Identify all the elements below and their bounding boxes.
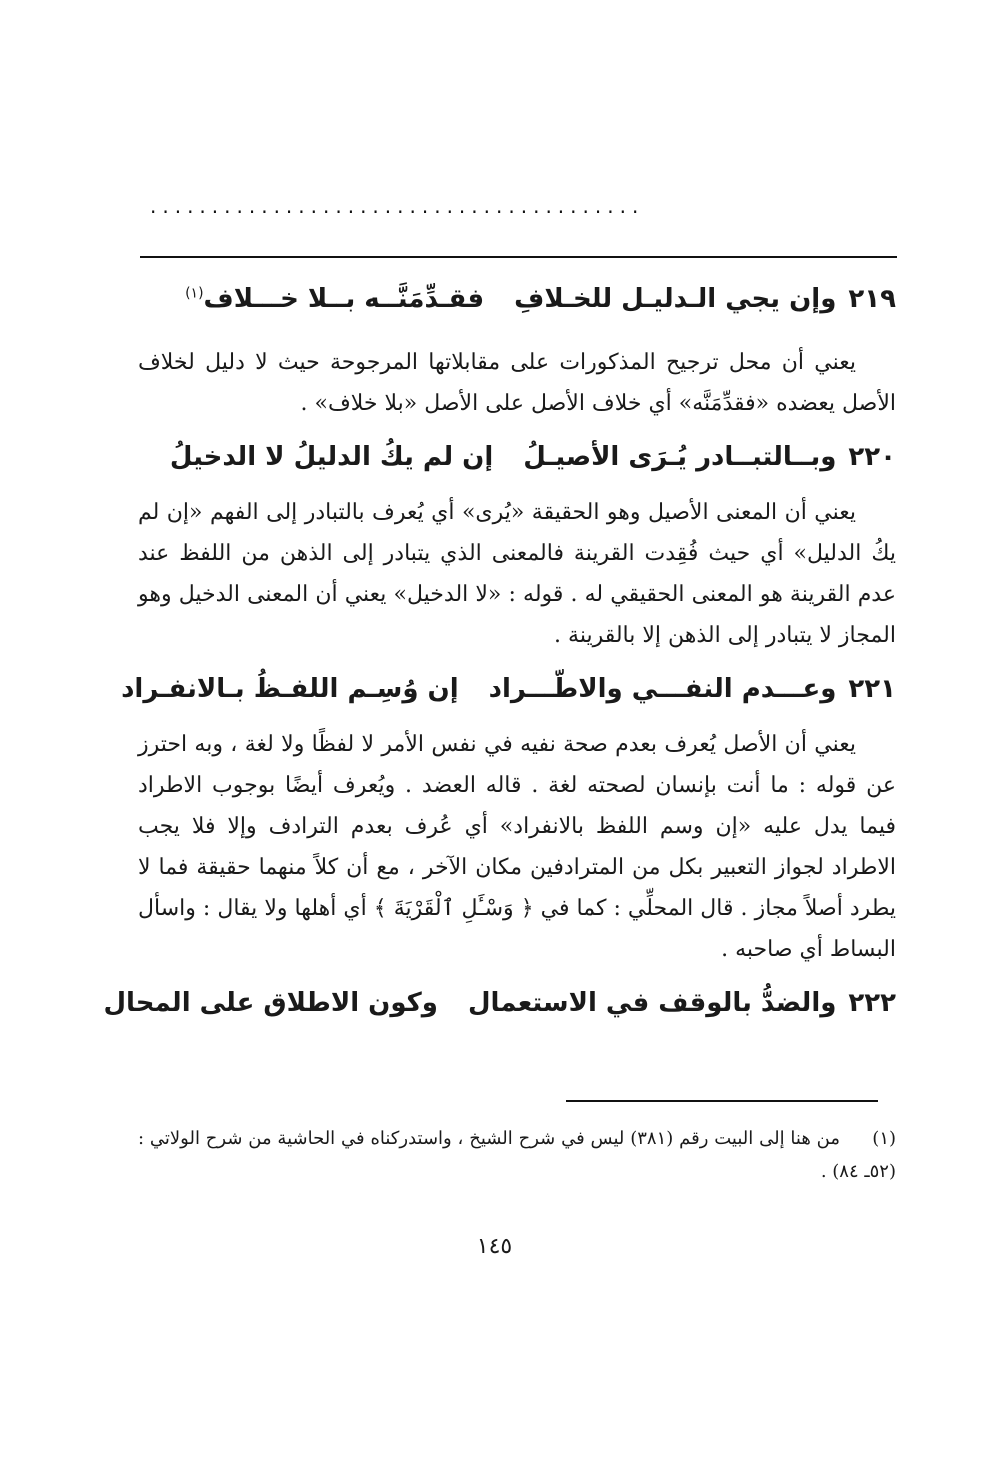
footnote-separator (566, 1100, 878, 1102)
footnote-marker[interactable]: (١) (185, 285, 204, 302)
footnote-text: من هنا إلى البيت رقم (٣٨١) ليس في شرح الشيخ ، واستدركناه في الحاشية من شرح الولاتي : (٥٢ـ ٨٤) . (138, 1128, 896, 1182)
verse-hemistich-first: وبــالتبــادر يُـرَى الأصيـلُ (523, 442, 837, 472)
verse-hemistich-first: وعـــدم النفـــي والاطّـــراد (488, 674, 837, 704)
verse-222 (103, 976, 896, 1030)
footnote-number: (١) (872, 1128, 897, 1149)
commentary-paragraph: يعني أن المعنى الأصيل وهو الحقيقة «يُرى» أي يُعرف بالتبادر إلى الفهم «إن لم يكُ الدليل» أي حيث فُقِدت القرينة فالمعنى الذي يتبادر إلى الذهن من اللفظ عند عدم القرينة هو المعنى الحقيقي له . قوله : «لا الدخيل» يعني أن المعنى الدخيل وهو المجاز لا يتبادر إلى الذهن إلا بالقرينة . (138, 500, 896, 648)
commentary-paragraph: يعني أن محل ترجيح المذكورات على مقابلاتها المرجوحة حيث لا دليل لخلاف الأصل يعضده «فقدِّمَنَّه» أي خلاف الأصل على الأصل «بلا خلاف» . (138, 350, 896, 416)
header-rule (140, 256, 897, 258)
verse-hemistich-second: إن وُسِـم اللفـظُ بـالانفـراد (121, 674, 459, 704)
verse-number: ٢١٩ (848, 284, 896, 314)
verse-219 (138, 272, 896, 326)
verse-hemistich-first: وإن يجي الـدليـل للخـلافِ (514, 284, 837, 314)
page-number: ١٤٥ (476, 1234, 513, 1259)
footnote (138, 1122, 896, 1188)
verse-hemistich-second: وكون الاطلاق على المحال (103, 988, 438, 1018)
verse-221 (121, 662, 896, 716)
verse-hemistich-second (185, 272, 484, 326)
verse-hemistich-second-text: فقـدِّمَنَّــه بــلا خـــلاف (203, 284, 485, 314)
commentary-paragraph: يعني أن الأصل يُعرف بعدم صحة نفيه في نفس الأمر لا لفظًا ولا لغة ، وبه احترز عن قوله : ما أنت بإنسان لصحته لغة . قاله العضد . ويُعرف أيضًا بوجوب الاطراد فيما يدل عليه «إن وسم اللفظ بالانفراد» أي عُرف بعدم الترادف وإلا فلا يجب الاطراد لجواز التعبير بكل من المترادفين مكان الآخر ، مع أن كلاً منهما حقيقة فما لا يطرد أصلاً مجاز . قال المحلِّي : كما في ﴿ وَسْـَٔلِ ٱلْقَرْيَةَ ﴾ أي أهلها ولا يقال : واسأل البساط أي صاحبه . (138, 732, 896, 962)
verse-220 (138, 430, 896, 484)
verse-number: ٢٢٢ (848, 988, 896, 1018)
header-dotted-line: ........................................ (150, 194, 645, 218)
verse-number: ٢٢١ (848, 674, 896, 704)
main-content (103, 272, 896, 1030)
verse-hemistich-second: إن لم يكُ الدليلُ لا الدخيلُ (169, 442, 494, 472)
verse-hemistich-first: والضدُّ بالوقف في الاستعمال (467, 988, 837, 1018)
verse-number: ٢٢٠ (848, 442, 896, 472)
